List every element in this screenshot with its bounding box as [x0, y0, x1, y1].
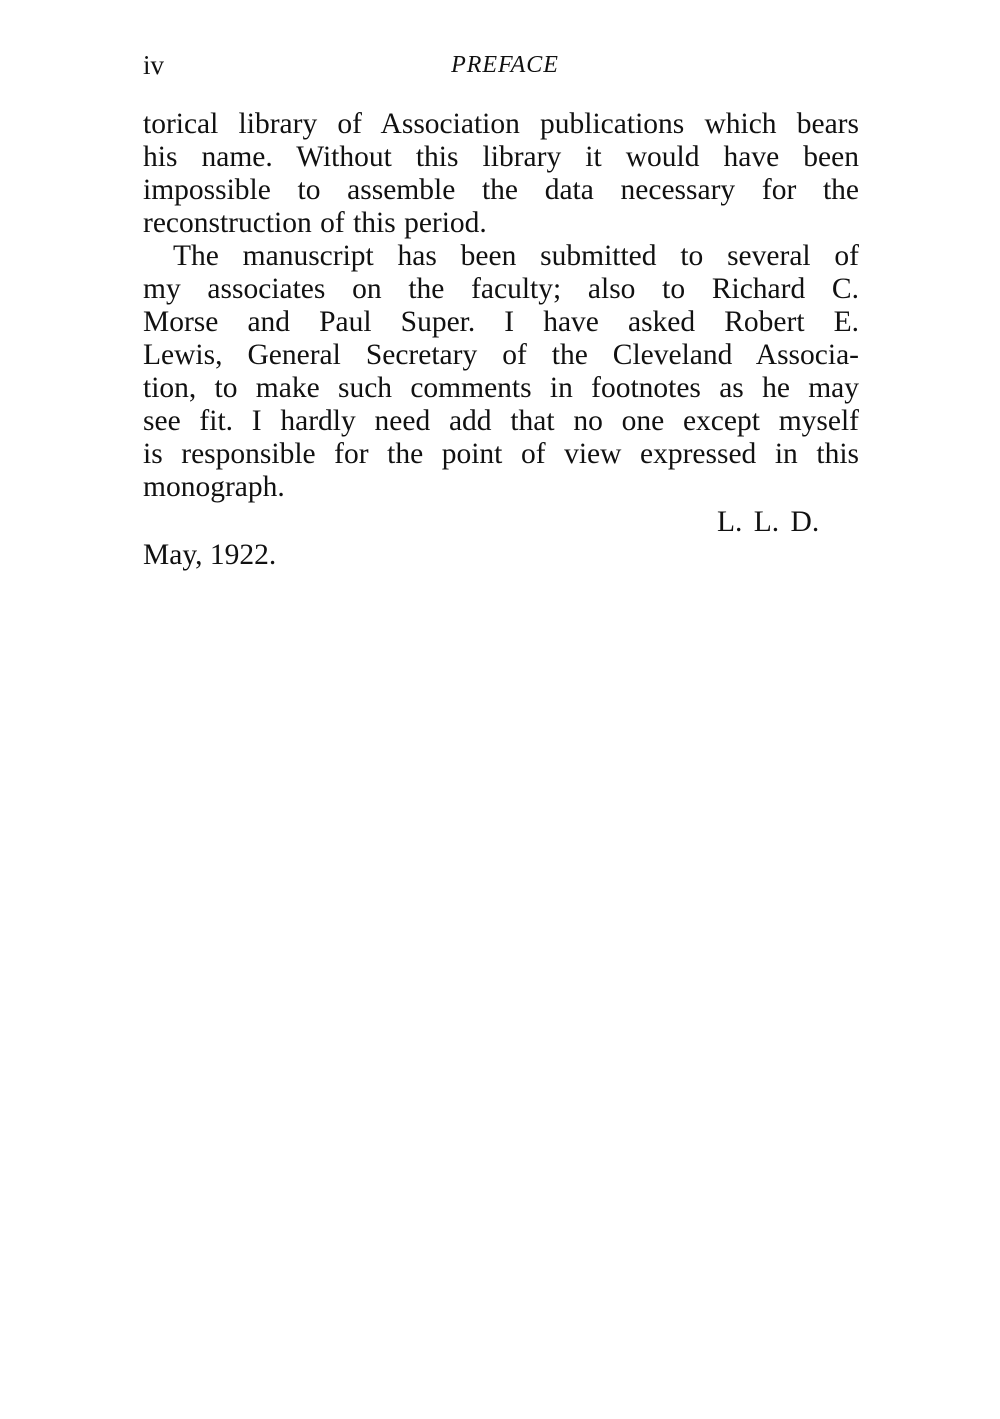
- text-line: Lewis, General Secretary of the Cleveland Associa-: [143, 339, 859, 371]
- text-line: monograph.: [143, 471, 285, 503]
- paragraph-continued: [143, 108, 859, 240]
- author-initials: L. L. D.: [717, 506, 820, 538]
- text-line: tion, to make such comments in footnotes as he may: [143, 372, 859, 404]
- text-line: Morse and Paul Super. I have asked Robert E.: [143, 306, 859, 338]
- text-line: my associates on the faculty; also to Richard C.: [143, 273, 859, 305]
- text-line: impossible to assemble the data necessary for the: [143, 174, 859, 206]
- text-line: see fit. I hardly need add that no one except myself: [143, 405, 859, 437]
- page-number: iv: [143, 50, 165, 80]
- text-line: reconstruction of this period.: [143, 207, 487, 239]
- preface-text: [143, 108, 859, 504]
- text-line: The manuscript has been submitted to several of: [173, 240, 859, 272]
- text-line: his name. Without this library it would have been: [143, 141, 859, 173]
- text-line: torical library of Association publications which bears: [143, 108, 859, 140]
- running-title: PREFACE: [451, 52, 559, 78]
- paragraph-manuscript: [143, 240, 859, 504]
- text-line: is responsible for the point of view expressed in this: [143, 438, 859, 470]
- preface-date: May, 1922.: [143, 539, 277, 571]
- running-header: [143, 48, 859, 82]
